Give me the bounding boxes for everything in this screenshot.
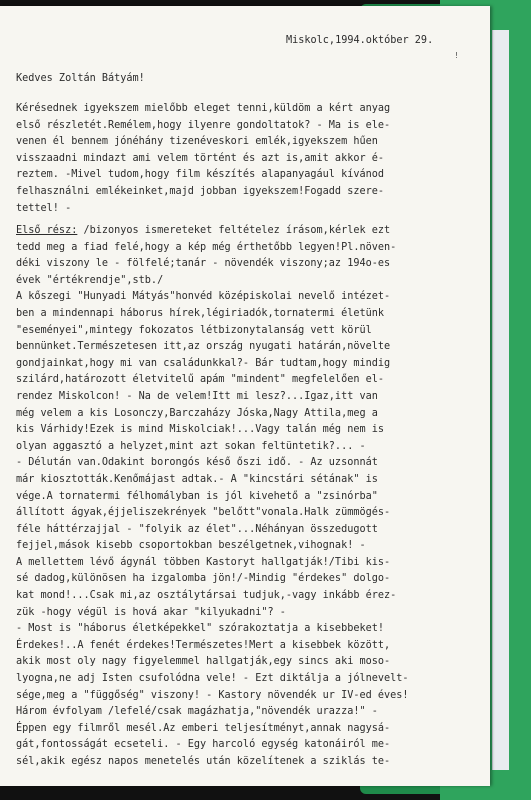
first-section xyxy=(16,225,409,773)
text-line: már kiosztották.Kenőmájast adtak.- A "kincstári sétának" is xyxy=(16,473,378,485)
text-line: állított ágyak,éjjeliszekrények "belőtt"vonala.Halk zümmögés- xyxy=(16,507,391,519)
text-line: A kőszegi "Hunyadi Mátyás"honvéd középiskolai nevelő intézet- xyxy=(16,291,391,303)
text-line: sé dadog,különösen ha izgalomba jön!/-Mindig "érdekes" dolgo- xyxy=(16,573,391,585)
text-line: - Most is "háborus életképekkel" szórakoztatja a kisebbeket! xyxy=(16,623,385,635)
text-line: kat mond!...Csak mi,az osztálytársai tudjuk,-vagy inkább érez- xyxy=(16,590,397,602)
text-line: Kérésednek igyekszem mielőbb eleget tenni,küldöm a kért anyag xyxy=(16,103,391,114)
intro-paragraph xyxy=(16,103,390,219)
text-line: vége.A tornatermi félhomályban is jól kivehető a "zsinórba" xyxy=(16,490,378,502)
text-line: bennünket.Természetesen itt,az ország nyugati határán,növelte xyxy=(16,341,391,353)
text-line: gondjainkat,hogy mi van családunkkal?- Bár tudtam,hogy mindig xyxy=(16,357,391,369)
text-line: évek "értékrendje",stb./ xyxy=(16,274,164,286)
text-line: felhasználni emlékeinket,majd jobban igyekszem!Fogadd szere- xyxy=(16,185,385,197)
section-first-line-text: /bizonyos ismereteket feltételez írásom,kérlek ezt xyxy=(77,225,391,236)
text-line: gát,fontosságát ecseteli. - Egy harcoló egység katonáiról me- xyxy=(16,739,391,751)
text-line: déki viszony le - fölfelé;tanár - növendék viszony;az 194o-es xyxy=(16,258,391,270)
text-line: első részletét.Remélem,hogy ilyenre gondoltatok? - Ma is ele- xyxy=(16,119,391,131)
margin-mark: ! xyxy=(454,51,459,60)
letter-greeting: Kedves Zoltán Bátyám! xyxy=(16,73,145,84)
section-heading: Első rész: xyxy=(16,225,78,236)
text-line: "eseményei",mintegy fokozatos létbizonytalanság vett körül xyxy=(16,324,372,336)
text-line: tettel! - xyxy=(16,202,72,214)
text-line: féle háttérzajjal - "folyik az élet"...Néhányan összedugott xyxy=(16,523,378,535)
paper-strip xyxy=(492,30,509,770)
text-line: kis Várhidy!Ezek is mind Miskolciak!...Vagy talán még nem is xyxy=(16,424,385,436)
text-line: fejjel,mások kisebb csoportokban beszélgetnek,vihognak! - xyxy=(16,540,366,552)
text-line: olyan aggasztó a helyzet,mint azt sokan feltüntetik?... - xyxy=(16,440,366,452)
letter-page xyxy=(0,6,490,786)
section-first-line xyxy=(16,225,409,242)
text-line: tedd meg a fiad felé,hogy a kép még érthetőbb legyen!Pl.növen- xyxy=(16,241,397,253)
text-line: ben a mindennapi háborus hírek,légiriadók,tornatermi életünk xyxy=(16,307,385,319)
text-line: Éppen egy filmről mesél.Az emberi teljesítményt,annak nagysá- xyxy=(16,722,391,734)
text-line: visszaadni mindazt ami velem történt és azt is,amit akkor é- xyxy=(16,152,385,164)
text-line: A mellettem lévő ágynál többen Kastoryt hallgatják!/Tibi kis- xyxy=(16,556,391,568)
text-line: sél,akik egész napos menetelés után közelítenek a sziklás te- xyxy=(16,756,391,767)
letter-date: Miskolc,1994.október 29. xyxy=(286,35,434,46)
text-line: akik most oly nagy figyelemmel hallgatják,egy sincs aki moso- xyxy=(16,656,391,668)
text-line: Érdekes!..A fenét érdekes!Természetes!Mert a kisebbek között, xyxy=(16,639,391,651)
text-line: venen él bennem jónéhány tizenéveskori emlék,igyekszem hűen xyxy=(16,136,378,148)
text-line: Három évfolyam /lefelé/csak magázhatja,"növendék urazza!" - xyxy=(16,706,378,718)
text-line: szilárd,határozott életvitelű apám "mindent" megfelelően el- xyxy=(16,374,385,386)
text-line: lyogna,ne adj Isten csufolódna vele! - Ezt diktálja a jólnevelt- xyxy=(16,673,409,685)
text-line: rendez Miskolcon! - Na de velem!Itt mi lesz?...Igaz,itt van xyxy=(16,390,378,402)
text-line: sége,meg a "függőség" viszony! - Kastory növendék ur IV-ed éves! xyxy=(16,689,409,701)
text-line: még velem a kis Losonczy,Barczaházy Jóska,Nagy Attila,meg a xyxy=(16,407,378,419)
text-line: zük -hogy végül is hová akar "kilyukadni"? - xyxy=(16,606,286,618)
text-line: reztem. -Mivel tudom,hogy film készítés alapanyagául kívánod xyxy=(16,169,385,181)
text-line: - Délután van.Odakint borongós késő őszi idő. - Az uzsonnát xyxy=(16,457,378,469)
